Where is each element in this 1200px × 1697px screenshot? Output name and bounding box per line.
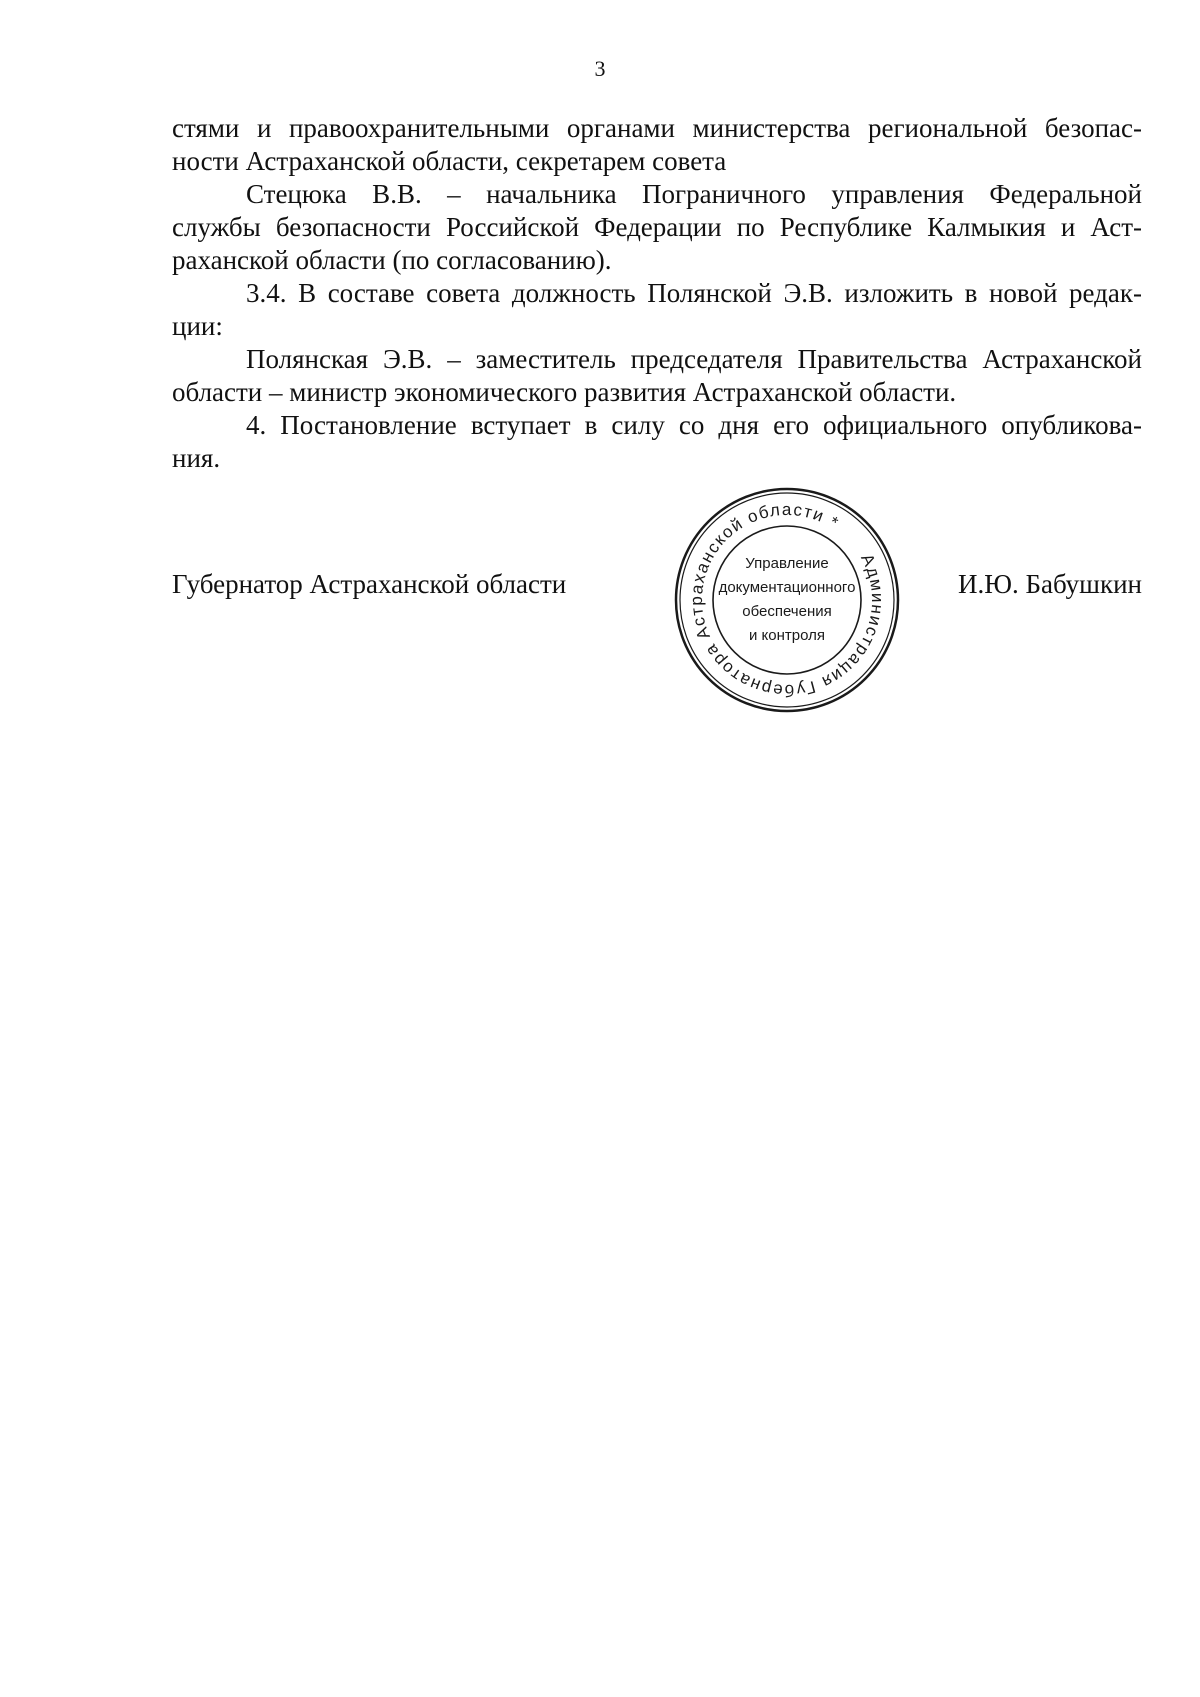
signatory-name: И.Ю. Бабушкин [957,569,1142,599]
seal-center-line: обеспечения [742,603,832,620]
body-line: Полянская Э.В. – заместитель председателя Правительства Астраханской [246,344,1142,374]
document-body [172,112,1142,475]
seal-center-line: и контроля [748,627,826,644]
body-line: 4. Постановление вступает в силу со дня его официального опубликова- [246,410,1142,440]
body-line: раханской области (по согласованию). [172,245,612,275]
page-number: 3 [594,56,606,81]
seal-ring-text: Администрация Губернатора Астраханской области * [686,499,888,701]
body-line: 3.4. В составе совета должность Полянской Э.В. изложить в новой редак- [246,278,1142,308]
body-line: области – министр экономического развития Астраханской области. [172,377,957,407]
body-line: ния. [172,443,221,473]
seal-center-line: Управление [745,555,829,572]
body-line: стями и правоохранительными органами министерства региональной безопас- [172,113,1142,143]
signatory-position: Губернатор Астраханской области [172,569,567,599]
body-line: службы безопасности Российской Федерации по Республике Калмыкия и Аст- [172,212,1142,242]
body-line: Стецюка В.В. – начальника Пограничного управления Федеральной [246,179,1142,209]
seal-center-line: документационного [718,579,856,596]
official-seal [673,486,901,714]
body-line: ности Астраханской области, секретарем совета [172,146,727,176]
body-line: ции: [172,311,223,341]
